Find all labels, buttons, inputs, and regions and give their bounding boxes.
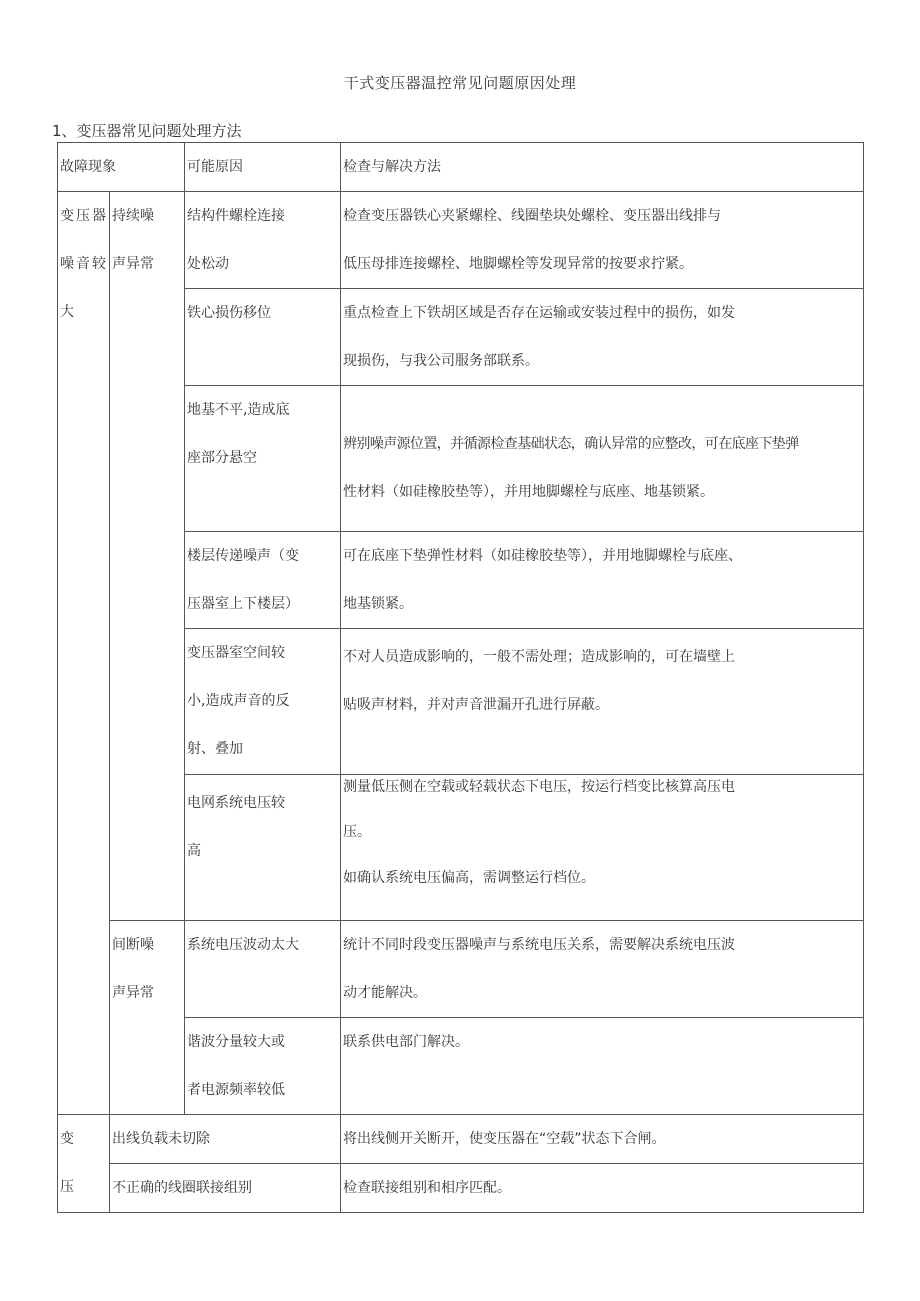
solution-line: 地基锁紧。: [343, 596, 413, 612]
solution-cell: [341, 1018, 864, 1115]
solution-cell: 将出线侧开关断开，使变压器在“空载”状态下合闸。: [341, 1115, 864, 1164]
cause-cell: [185, 386, 341, 532]
subgroup-label-continuous: [110, 192, 185, 921]
cause-line: 座部分悬空: [187, 450, 257, 466]
cause-cell: [185, 289, 341, 386]
group-label-line: 变: [60, 1131, 74, 1147]
header-phenomenon: 故障现象: [58, 143, 185, 192]
solution-cell: [341, 629, 864, 775]
cause-cell: [185, 532, 341, 629]
solution-line: 现损伤，与我公司服务部联系。: [343, 353, 539, 369]
subgroup-label-line: 声异常: [112, 985, 154, 1001]
solution-cell: [341, 386, 864, 532]
subgroup-label-line: 间断噪: [112, 937, 154, 953]
solution-line: 检查变压器铁心夹紧螺栓、线圈垫块处螺栓、变压器出线排与: [343, 208, 721, 224]
solution-cell: [341, 775, 864, 921]
cause-cell: [185, 921, 341, 1018]
header-solution: 检查与解决方法: [341, 143, 864, 192]
cause-line: 者电源频率较低: [187, 1082, 285, 1098]
solution-line: 统计不同时段变压器噪声与系统电压关系，需要解决系统电压波: [343, 937, 735, 953]
solution-cell: [341, 289, 864, 386]
cause-line: 楼层传递噪声（变: [187, 548, 299, 564]
solution-line: 如确认系统电压偏高，需调整运行档位。: [343, 870, 595, 886]
table-row: [58, 1115, 864, 1164]
solution-line: 测量低压侧在空载或轻载状态下电压，按运行档变比核算高压电: [343, 779, 735, 795]
table-row: [58, 192, 864, 289]
section-heading: 1、变压器常见问题处理方法: [52, 122, 242, 140]
solution-line: 辨别噪声源位置，并循源检查基础状态，确认异常的应整改，可在底座下垫弹: [343, 436, 799, 452]
solution-cell: [341, 192, 864, 289]
solution-line: 联系供电部门解决。: [343, 1034, 469, 1050]
cause-cell: [185, 192, 341, 289]
solution-cell: [341, 532, 864, 629]
solution-cell: [341, 921, 864, 1018]
cause-line: 小,造成声音的反: [187, 693, 290, 709]
solution-line: 可在底座下垫弹性材料（如硅橡胶垫等），并用地脚螺栓与底座、: [343, 548, 742, 564]
subgroup-label-line: 持续噪: [112, 208, 154, 224]
subgroup-label-intermittent: [110, 921, 185, 1115]
subgroup-label-line: 声异常: [112, 256, 154, 272]
cause-line: 变压器室空间较: [187, 645, 285, 661]
cause-line: 射、叠加: [187, 741, 243, 757]
table-row: [58, 1164, 864, 1213]
solution-line: 动才能解决。: [343, 985, 427, 1001]
solution-line: 不对人员造成影响的，一般不需处理；造成影响的，可在墙壁上: [343, 649, 735, 665]
cause-line: 高: [187, 843, 201, 859]
solution-line: 低压母排连接螺栓、地脚螺栓等发现异常的按要求拧紧。: [343, 256, 693, 272]
solution-line: 压。: [343, 824, 371, 840]
troubleshooting-table: [57, 142, 864, 1213]
cause-line: 铁心损伤移位: [187, 305, 271, 321]
group-label-line: 大: [60, 304, 74, 320]
cause-cell: 不正确的线圈联接组别: [110, 1164, 341, 1213]
cause-line: 压器室上下楼层）: [187, 596, 299, 612]
cause-cell: [185, 775, 341, 921]
cause-cell: [185, 629, 341, 775]
cause-line: 结构件螺栓连接: [187, 208, 285, 224]
cause-line: 处松动: [187, 256, 229, 272]
cause-line: 系统电压波动太大: [187, 937, 299, 953]
group-label-line: 变压器: [60, 208, 108, 224]
cause-cell: 出线负载未切除: [110, 1115, 341, 1164]
solution-line: 贴吸声材料，并对声音泄漏开孔进行屏蔽。: [343, 697, 609, 713]
solution-line: 重点检查上下铁胡区域是否存在运输或安装过程中的损伤，如发: [343, 305, 735, 321]
cause-cell: [185, 1018, 341, 1115]
group-label-other: [58, 1115, 110, 1213]
solution-cell: 检查联接组别和相序匹配。: [341, 1164, 864, 1213]
cause-line: 地基不平,造成底: [187, 402, 290, 418]
document-title: 干式变压器温控常见问题原因处理: [343, 74, 577, 92]
table-row: [58, 921, 864, 1018]
group-label-noise: [58, 192, 110, 1115]
group-label-line: 噪音较: [60, 256, 108, 272]
group-label-line: 压: [60, 1179, 74, 1195]
cause-line: 谐波分量较大或: [187, 1034, 285, 1050]
cause-line: 电网系统电压较: [187, 795, 285, 811]
solution-line: 性材料（如硅橡胶垫等），并用地脚螺栓与底座、地基锁紧。: [343, 484, 714, 500]
table-header-row: [58, 143, 864, 192]
header-cause: 可能原因: [185, 143, 341, 192]
